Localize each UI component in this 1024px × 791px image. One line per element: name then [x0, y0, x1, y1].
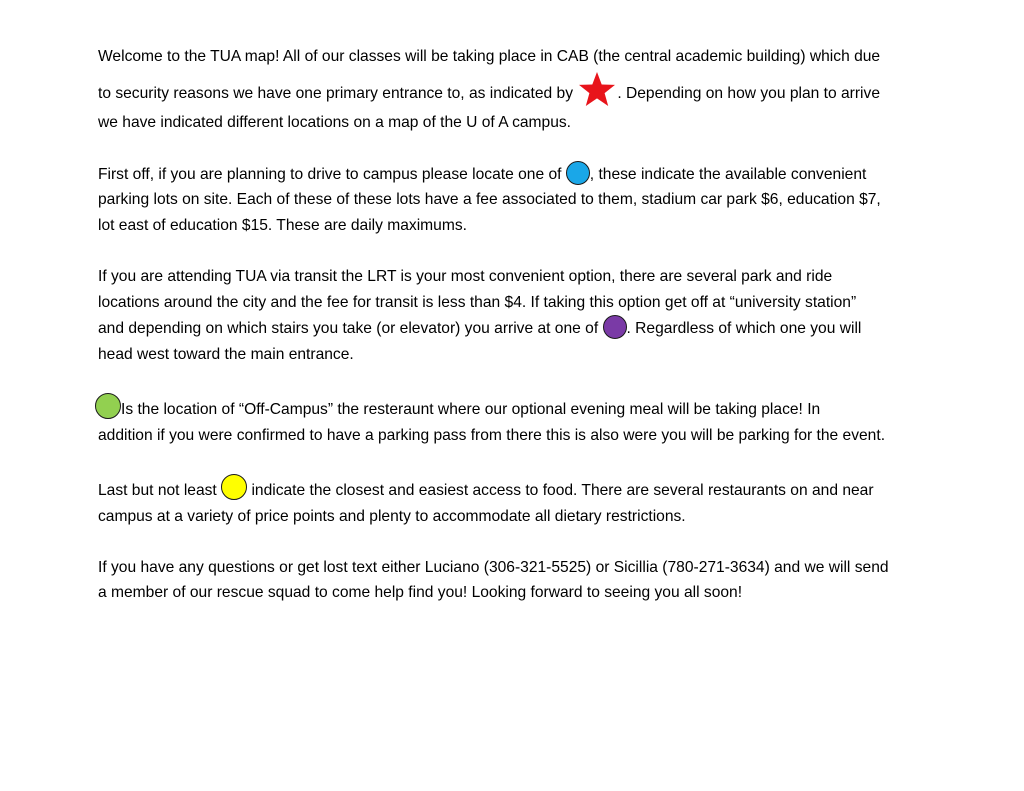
- red-star-icon: [577, 70, 617, 110]
- purple-circle-icon: [603, 315, 627, 339]
- text-line: Welcome to the TUA map! All of our classes will be taking place in CAB (the central academic building) which due: [98, 48, 881, 65]
- text-segment: to security reasons we have one primary entrance to, as indicated by: [98, 84, 578, 102]
- text-line: lot east of education $15. These are daily maximums.: [98, 216, 467, 234]
- paragraph-welcome: [98, 44, 978, 135]
- text-segment: Is the location of “Off-Campus” the resteraunt where our optional evening meal will be taking place! In: [121, 401, 821, 419]
- text-segment: . Regardless of which one you will: [626, 320, 862, 338]
- green-circle-icon: [95, 393, 121, 419]
- text-line: [98, 315, 978, 342]
- text-line: addition if you were confirmed to have a parking pass from there this is also were you will be parking for the event.: [98, 426, 886, 444]
- text-line: campus at a variety of price points and plenty to accommodate all dietary restrictions.: [98, 507, 686, 525]
- text-line: If you are attending TUA via transit the LRT is your most convenient option, there are several park and ride: [98, 268, 833, 286]
- document-body: [98, 44, 978, 631]
- text-line: [95, 393, 978, 423]
- text-segment: Last but not least: [98, 481, 222, 499]
- text-line: locations around the city and the fee for transit is less than $4. If taking this option get off at “university station”: [98, 293, 857, 311]
- text-line: head west toward the main entrance.: [98, 345, 354, 363]
- paragraph-transit: [98, 264, 978, 367]
- blue-circle-icon: [566, 161, 590, 185]
- yellow-circle-icon: [221, 474, 247, 500]
- text-segment: First off, if you are planning to drive to campus please locate one of: [98, 165, 566, 183]
- text-segment: , these indicate the available convenient: [589, 165, 867, 183]
- text-line: we have indicated different locations on a map of the U of A campus.: [98, 113, 572, 131]
- text-line: [98, 474, 978, 504]
- paragraph-contact: [98, 555, 978, 606]
- paragraph-parking: [98, 161, 978, 239]
- text-segment: and depending on which stairs you take (or elevator) you arrive at one of: [98, 320, 603, 338]
- text-line: parking lots on site. Each of these of these lots have a fee associated to them, stadium car park $6, education $7,: [98, 191, 881, 209]
- paragraph-food: [98, 474, 978, 529]
- text-segment: . Depending on how you plan to arrive: [617, 84, 880, 102]
- text-line: [98, 161, 978, 188]
- paragraph-off-campus: [98, 393, 978, 448]
- text-line: a member of our rescue squad to come help find you! Looking forward to seeing you all soon!: [98, 584, 743, 602]
- text-segment: indicate the closest and easiest access to food. There are several restaurants on and near: [247, 481, 874, 499]
- text-line: [98, 70, 978, 110]
- text-line: If you have any questions or get lost text either Luciano (306-321-5525) or Sicillia (780-271-3634) and we will send: [98, 558, 889, 576]
